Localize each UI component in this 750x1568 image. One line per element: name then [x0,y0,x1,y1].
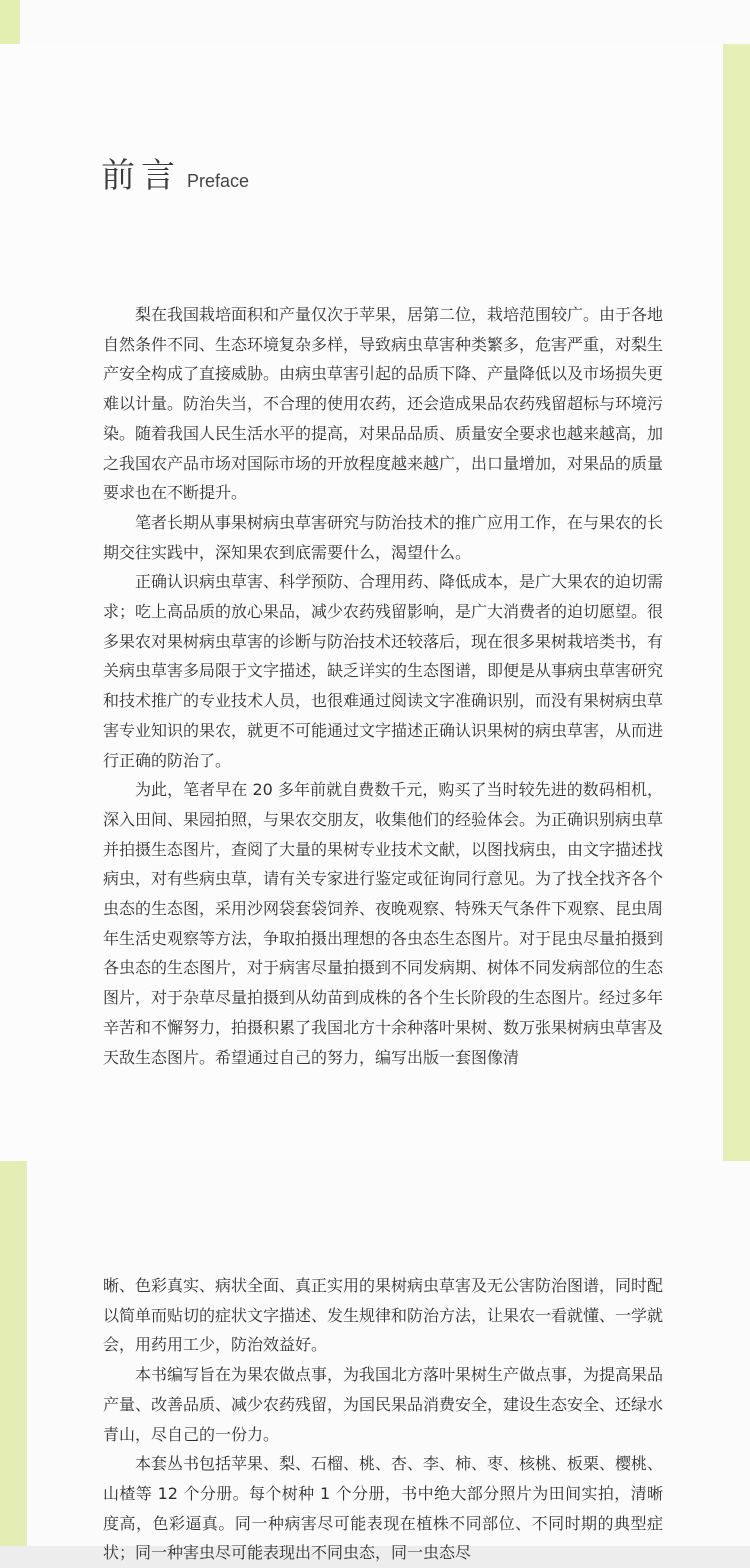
title-chinese: 前言 [101,156,181,196]
book-page-2 [0,1161,750,1563]
green-accent-bar [723,44,750,1161]
previous-page-strip [0,0,750,44]
green-accent-bar [0,0,20,44]
paragraph: 梨在我国栽培面积和产量仅次于苹果，居第二位，栽培范围较广。由于各地自然条件不同、生态环境复杂多样，导致病虫草害种类繁多，危害严重，对梨生产安全构成了直接威胁。由病虫草害引起的品质下降、产量降低以及市场损失更难以计量。防治失当，不合理的使用农药，还会造成果品农药残留超标与环境污染。随着我国人民生活水平的提高，对果品品质、质量安全要求也越来越高，加之我国农产品市场对国际市场的开放程度越来越广，出口量增加，对果品的质量要求也在不断提升。 [103,305,664,503]
green-accent-bar [0,1161,27,1546]
body-text [103,300,663,1072]
title-english: Preface [187,171,250,191]
paragraph: 笔者长期从事果树病虫草害研究与防治技术的推广应用工作，在与果农的长期交往实践中，深知果农到底需要什么，渴望什么。 [103,512,664,562]
body-text [103,1271,663,1568]
paragraph: 晰、色彩真实、病状全面、真正实用的果树病虫草害及无公害防治图谱，同时配以简单而贴切的症状文字描述、发生规律和防治方法，让果农一看就懂、一学就会，用药用工少，防治效益好。 [103,1276,664,1355]
paragraph: 本书编写旨在为果农做点事，为我国北方落叶果树生产做点事，为提高果品产量、改善品质、减少农药残留，为国民果品消费安全，建设生态安全、还绿水青山，尽自己的一份力。 [103,1365,664,1444]
paragraph: 为此，笔者早在 20 多年前就自费数千元，购买了当时较先进的数码相机，深入田间、果园拍照，与果农交朋友，收集他们的经验体会。为正确识别病虫草并拍摄生态图片，查阅了大量的果树专业技术文献，以图找病虫，由文字描述找病虫，对有些病虫草，请有关专家进行鉴定或征询同行意见。为了找全找齐各个虫态的生态图，采用沙网袋套袋饲养、夜晚观察、特殊天气条件下观察、昆虫周年生活史观察等方法，争取拍摄出理想的各虫态生态图片。对于昆虫尽量拍摄到各虫态的生态图片，对于病害尽量拍摄到不同发病期、树体不同发病部位的生态图片，对于杂草尽量拍摄到从幼苗到成株的各个生长阶段的生态图片。经过多年辛苦和不懈努力，拍摄积累了我国北方十余种落叶果树、数万张果树病虫草害及天敌生态图片。希望通过自己的努力，编写出版一套图像清 [103,780,664,1067]
paragraph: 正确认识病虫草害、科学预防、合理用药、降低成本，是广大果农的迫切需求；吃上高品质的放心果品，减少农药残留影响，是广大消费者的迫切愿望。很多果农对果树病虫草害的诊断与防治技术还较落后，现在很多果树栽培类书，有关病虫草害多局限于文字描述，缺乏详实的生态图谱，即便是从事病虫草害研究和技术推广的专业技术人员，也很难通过阅读文字准确识别，而没有果树病虫草害专业知识的果农，就更不可能通过文字描述正确认识果树的病虫草害，从而进行正确的防治了。 [103,572,664,770]
book-page-1 [0,44,750,1161]
page-title [101,148,249,197]
paragraph: 本套丛书包括苹果、梨、石榴、桃、杏、李、柿、枣、核桃、板栗、樱桃、山楂等 12 个分册。每个树种 1 个分册，书中绝大部分照片为田间实拍，清晰度高，色彩逼真。同一种病害尽可能表现在植株不同部位、不同时期的典型症状；同一种害虫尽可能表现出不同虫态，同一虫态尽 [103,1454,664,1563]
